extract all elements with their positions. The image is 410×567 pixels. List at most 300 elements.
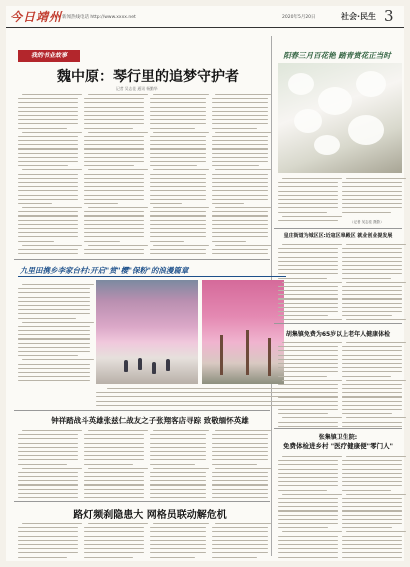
text-line [150, 182, 206, 183]
text-line [342, 540, 402, 541]
text-line [212, 493, 268, 494]
text-line [342, 464, 402, 465]
text-line [342, 307, 402, 308]
text-line [84, 232, 144, 233]
text-line [278, 265, 338, 266]
text-line [150, 484, 206, 485]
text-line [18, 489, 78, 490]
text-line [150, 102, 206, 103]
text-column [278, 456, 338, 561]
text-line [342, 186, 402, 187]
text-line [150, 447, 206, 448]
text-line [342, 469, 402, 470]
text-line [18, 531, 78, 532]
section-name: 社会·民生 [341, 12, 377, 21]
text-line [212, 140, 268, 141]
text-line [342, 409, 402, 410]
text-line [22, 94, 82, 95]
text-line [212, 459, 268, 460]
text-column [212, 523, 268, 561]
text-line [278, 548, 338, 549]
text-line [18, 472, 78, 473]
text-line [342, 510, 402, 511]
text-line [342, 515, 402, 516]
text-line [212, 98, 268, 99]
text-line [18, 297, 90, 298]
text-line [84, 157, 144, 158]
story3-headline: 路灯频刹隐患大 网格员联动解危机 [73, 510, 227, 521]
text-line [282, 244, 342, 245]
text-line [84, 98, 144, 99]
text-line [278, 257, 338, 258]
text-line [150, 174, 206, 175]
text-line [278, 405, 338, 406]
text-line [84, 186, 144, 187]
section-divider [14, 259, 270, 260]
section-divider [274, 228, 402, 229]
text-line [278, 269, 338, 270]
text-line [212, 536, 268, 537]
text-line [212, 178, 268, 179]
text-line [342, 405, 402, 406]
text-line [278, 359, 338, 360]
text-line [150, 527, 206, 528]
text-line [150, 115, 206, 116]
text-line [342, 252, 402, 253]
site-url: 新闻热线电话 http://www.xxxx.net [62, 15, 136, 20]
text-line [346, 456, 406, 457]
text-line [84, 102, 144, 103]
text-line [84, 111, 144, 112]
text-line [150, 128, 195, 129]
text-line [342, 311, 402, 312]
text-line [88, 94, 148, 95]
text-line [18, 351, 90, 352]
text-line [18, 211, 78, 212]
text-line [278, 485, 338, 486]
text-line [96, 405, 282, 406]
text-line [278, 498, 338, 499]
text-line [150, 232, 206, 233]
text-line [342, 315, 392, 316]
text-line [342, 303, 402, 304]
text-line [278, 523, 338, 524]
text-line [278, 536, 338, 537]
text-line [18, 249, 78, 250]
text-line [153, 207, 209, 208]
text-line [282, 178, 342, 179]
text-line [278, 220, 338, 221]
text-line [18, 195, 78, 196]
text-line [18, 497, 78, 498]
band-headline: 九里田携乡李家台村:开启"赏"樱"保粉"的浪漫篇章 [20, 266, 189, 275]
text-line [18, 330, 90, 331]
text-line [18, 364, 90, 365]
text-line [150, 228, 206, 229]
text-line [153, 245, 209, 246]
text-line [282, 342, 342, 343]
text-line [282, 531, 342, 532]
text-line [150, 153, 206, 154]
text-line [212, 220, 268, 221]
text-line [18, 447, 78, 448]
text-line [215, 169, 271, 170]
text-line [278, 182, 338, 183]
text-column [84, 523, 144, 561]
text-column [18, 430, 78, 501]
text-line [278, 363, 338, 364]
text-line [153, 132, 209, 133]
section-divider [14, 410, 270, 411]
text-line [215, 523, 271, 524]
text-line [18, 459, 78, 460]
text-line [150, 443, 206, 444]
text-line [342, 298, 402, 299]
text-line [150, 211, 206, 212]
main-headline: 魏中原：琴行里的追梦守护者 [57, 69, 239, 85]
text-line [18, 148, 78, 149]
text-line [18, 318, 76, 319]
text-line [18, 493, 78, 494]
newspaper-page [6, 6, 404, 561]
text-line [88, 245, 148, 246]
text-line [18, 544, 78, 545]
text-line [212, 148, 268, 149]
text-column [342, 456, 402, 561]
text-line [84, 540, 144, 541]
text-line [342, 265, 402, 266]
text-line [342, 477, 402, 478]
text-line [278, 278, 327, 279]
text-line [18, 540, 78, 541]
text-line [18, 199, 78, 200]
text-line [278, 469, 338, 470]
text-line [212, 115, 268, 116]
text-line [18, 443, 78, 444]
text-column [278, 342, 338, 430]
text-line [150, 438, 206, 439]
text-line [150, 493, 206, 494]
text-line [18, 288, 90, 289]
text-line [342, 191, 402, 192]
text-line [342, 367, 402, 368]
text-column [278, 178, 338, 224]
text-line [84, 472, 144, 473]
text-line [84, 190, 144, 191]
text-line [212, 552, 268, 553]
text-line [84, 215, 144, 216]
text-line [150, 464, 195, 465]
text-line [215, 245, 271, 246]
text-line [84, 199, 144, 200]
text-line [278, 396, 338, 397]
text-line [22, 169, 82, 170]
photo-caption: （记者 吴志佳 摄影） [350, 220, 384, 224]
text-line [18, 144, 78, 145]
text-line [342, 536, 402, 537]
issue-date: 2020年5月20日 [282, 15, 316, 20]
text-line [212, 186, 268, 187]
text-line [278, 346, 338, 347]
text-line [150, 434, 206, 435]
text-line [278, 199, 338, 200]
text-line [278, 355, 338, 356]
text-line [84, 557, 133, 558]
text-line [212, 476, 268, 477]
text-line [346, 244, 406, 245]
text-line [278, 544, 338, 545]
text-line [18, 111, 78, 112]
text-line [342, 396, 402, 397]
right-feature-headline: 阳春三月百花艳 踏青赏花正当时 [283, 51, 391, 60]
text-line [84, 123, 144, 124]
text-line [278, 519, 338, 520]
text-line [342, 552, 402, 553]
text-line [84, 464, 133, 465]
text-line [278, 307, 338, 308]
section-divider [274, 428, 402, 429]
text-line [150, 190, 206, 191]
text-line [212, 102, 268, 103]
text-line [18, 228, 78, 229]
text-line [278, 477, 338, 478]
text-line [282, 494, 342, 495]
text-line [282, 216, 342, 217]
text-line [18, 178, 78, 179]
text-line [150, 552, 206, 553]
text-line [84, 253, 144, 254]
text-line [18, 241, 54, 242]
text-line [342, 544, 402, 545]
text-line [84, 220, 144, 221]
text-line [150, 157, 206, 158]
text-line [18, 140, 78, 141]
text-line [212, 203, 244, 204]
text-line [212, 497, 268, 498]
text-line [22, 322, 94, 323]
text-line [346, 531, 406, 532]
text-line [212, 451, 268, 452]
text-line [84, 544, 144, 545]
text-line [84, 249, 144, 250]
text-line [278, 506, 338, 507]
text-line [18, 232, 78, 233]
text-line [342, 182, 402, 183]
text-line [150, 165, 197, 166]
text-line [278, 367, 338, 368]
text-line [342, 376, 391, 377]
cherry-blossom-photo [96, 280, 198, 384]
text-line [278, 376, 327, 377]
text-line [150, 224, 206, 225]
text-line [150, 540, 206, 541]
text-column [342, 244, 402, 324]
text-line [342, 527, 392, 528]
text-line [150, 123, 206, 124]
text-line [84, 178, 144, 179]
text-column [150, 94, 206, 257]
text-line [278, 540, 338, 541]
spring-flowers-photo [278, 63, 402, 173]
right-mid-headline: 皇庄街道为城区区:近寇区皋殿区 就业创业提发展 [283, 233, 393, 239]
text-line [84, 527, 144, 528]
right-bottom-headline-2: 免费体检进乡村 "医疗健康便"零门人" [283, 442, 393, 450]
text-line [84, 203, 118, 204]
text-line [278, 481, 338, 482]
text-line [18, 464, 67, 465]
text-line [278, 248, 338, 249]
text-line [278, 350, 338, 351]
text-line [212, 128, 257, 129]
text-line [150, 178, 206, 179]
text-line [212, 195, 268, 196]
text-line [22, 523, 82, 524]
text-line [84, 224, 144, 225]
text-line [346, 417, 406, 418]
band-rule [18, 276, 286, 277]
text-line [342, 392, 402, 393]
text-line [342, 350, 402, 351]
text-line [18, 98, 78, 99]
text-line [18, 455, 78, 456]
text-line [150, 144, 206, 145]
text-line [18, 165, 68, 166]
text-line [278, 252, 338, 253]
text-line [18, 480, 78, 481]
text-line [342, 473, 402, 474]
text-line [215, 430, 271, 431]
text-line [84, 128, 133, 129]
text-column [342, 178, 402, 216]
text-line [84, 459, 144, 460]
text-line [18, 203, 52, 204]
text-line [278, 401, 338, 402]
text-column [212, 94, 268, 257]
text-line [212, 531, 268, 532]
text-line [278, 557, 338, 558]
text-line [84, 228, 144, 229]
text-line [18, 224, 78, 225]
text-line [150, 249, 206, 250]
text-line [150, 476, 206, 477]
text-line [212, 489, 268, 490]
text-line [22, 359, 94, 360]
text-line [278, 527, 328, 528]
text-line [278, 212, 327, 213]
text-column [18, 94, 78, 257]
text-line [22, 132, 82, 133]
text-line [18, 438, 78, 439]
text-line [342, 199, 402, 200]
text-line [212, 472, 268, 473]
text-line [212, 119, 268, 120]
text-line [150, 531, 206, 532]
text-line [18, 102, 78, 103]
text-line [84, 548, 144, 549]
text-column [84, 430, 144, 501]
text-line [342, 460, 402, 461]
text-line [150, 136, 206, 137]
text-line [212, 123, 268, 124]
text-line [150, 195, 206, 196]
text-column [342, 342, 402, 430]
text-line [212, 527, 268, 528]
text-line [18, 434, 78, 435]
text-line [84, 161, 144, 162]
text-line [96, 396, 282, 397]
text-line [150, 111, 206, 112]
text-line [153, 169, 209, 170]
text-line [278, 195, 338, 196]
text-line [342, 248, 402, 249]
text-line [18, 527, 78, 528]
text-line [342, 422, 402, 423]
text-line [212, 190, 268, 191]
text-line [346, 282, 406, 283]
text-line [18, 107, 78, 108]
text-line [212, 157, 268, 158]
text-line [18, 347, 90, 348]
text-line [18, 334, 90, 335]
text-line [84, 236, 144, 237]
text-line [18, 182, 78, 183]
text-line [84, 119, 144, 120]
text-line [84, 480, 144, 481]
text-column [150, 430, 206, 501]
text-line [18, 309, 90, 310]
text-line [278, 413, 328, 414]
text-line [84, 434, 144, 435]
text-line [18, 153, 78, 154]
text-line [342, 269, 402, 270]
text-line [278, 409, 338, 410]
text-line [346, 494, 406, 495]
text-line [212, 211, 268, 212]
text-column [18, 523, 78, 561]
text-line [18, 123, 78, 124]
text-line [150, 497, 206, 498]
text-line [212, 182, 268, 183]
text-line [215, 207, 271, 208]
text-line [150, 557, 195, 558]
text-line [84, 140, 144, 141]
text-line [342, 426, 402, 427]
text-line [150, 107, 206, 108]
text-line [18, 174, 78, 175]
text-line [18, 372, 90, 373]
text-line [278, 473, 338, 474]
text-line [18, 380, 90, 381]
text-line [18, 190, 78, 191]
text-line [84, 153, 144, 154]
text-line [18, 292, 90, 293]
text-line [215, 132, 271, 133]
text-line [18, 186, 78, 187]
text-column [96, 388, 282, 409]
text-line [278, 261, 338, 262]
text-line [342, 523, 402, 524]
blossom-orchard-photo [202, 280, 284, 384]
page-number: 3 [384, 7, 394, 25]
text-line [84, 241, 120, 242]
text-line [150, 199, 206, 200]
text-line [18, 536, 78, 537]
text-line [212, 228, 268, 229]
text-line [212, 161, 268, 162]
text-line [278, 388, 338, 389]
text-line [212, 199, 268, 200]
text-line [212, 136, 268, 137]
